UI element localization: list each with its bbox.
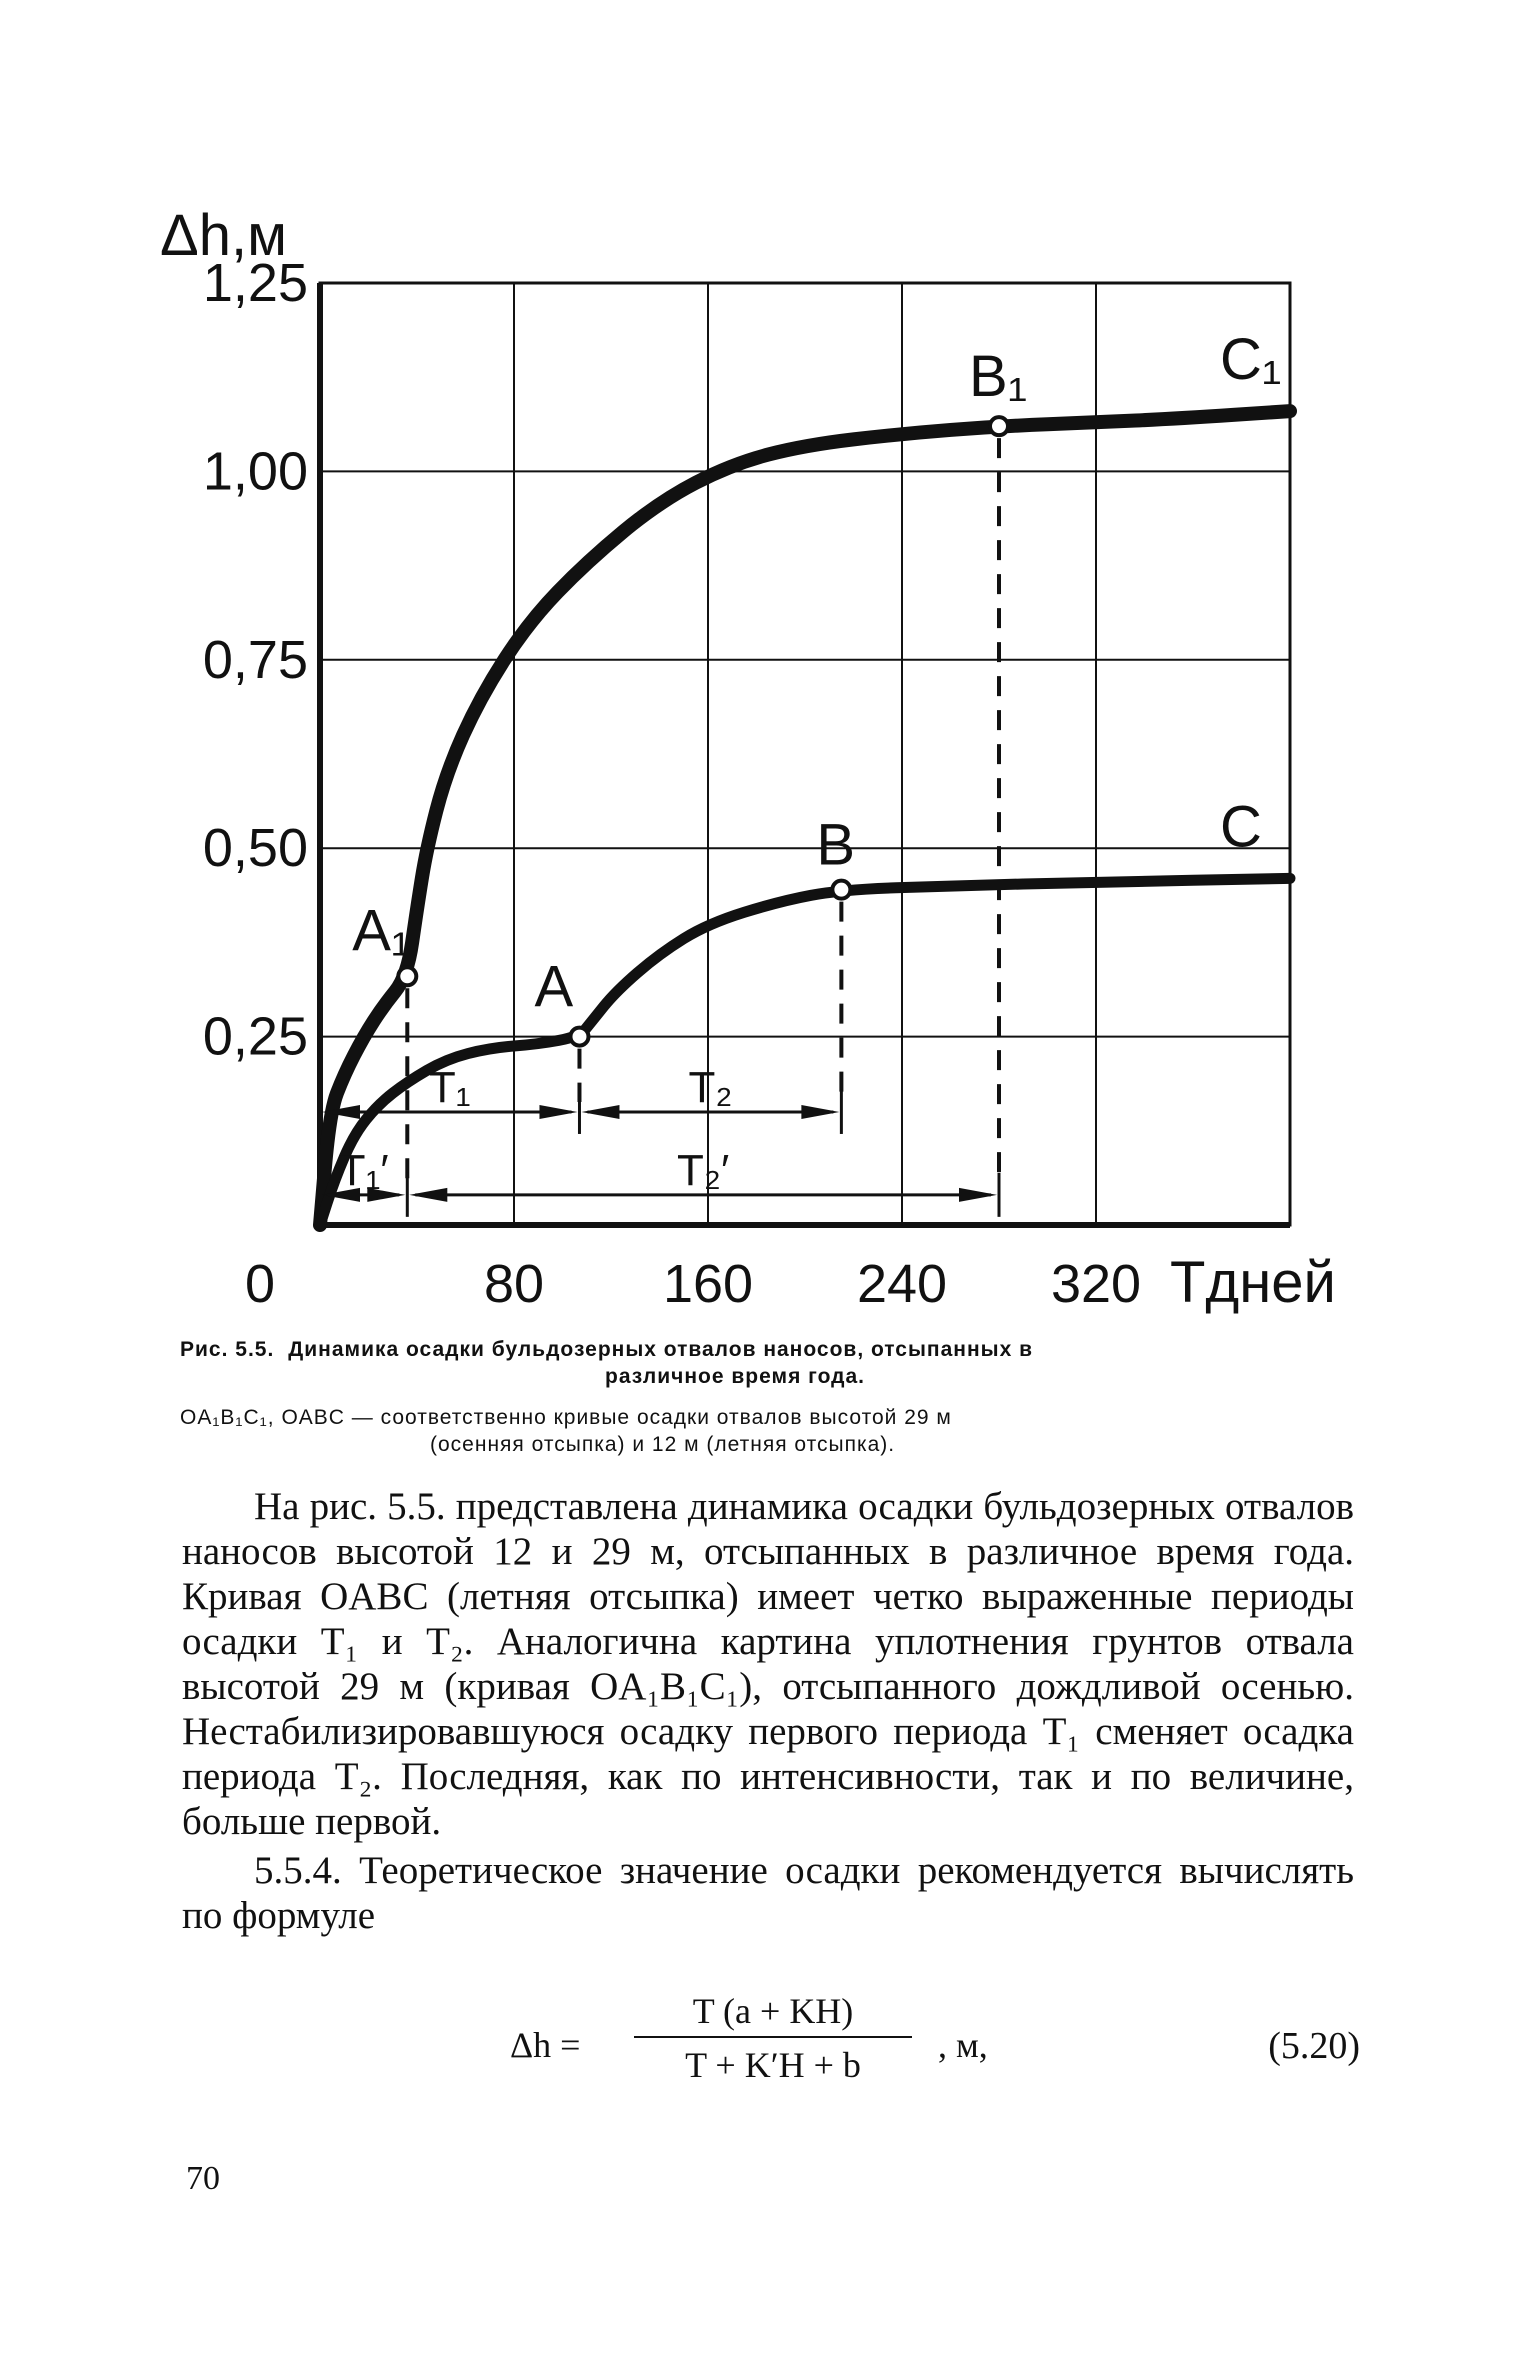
curve-line xyxy=(320,878,1290,1225)
y-tick-labels xyxy=(203,253,308,1067)
equation-number: (5.20) xyxy=(1268,2025,1360,2067)
caption-label: Рис. 5.5. xyxy=(180,1338,275,1361)
y-tick-label: 1,25 xyxy=(202,253,308,313)
arrow-head xyxy=(959,1188,997,1202)
curve-point-marker xyxy=(570,1028,588,1046)
period-annotations xyxy=(322,438,999,1217)
x-tick-label: 160 xyxy=(662,1254,754,1314)
curve-point-label: A₁ xyxy=(352,898,411,964)
y-axis-label: Δh,м xyxy=(160,203,287,268)
curve-point-marker xyxy=(398,967,416,985)
period-label: T₁′ xyxy=(338,1145,389,1195)
x-tick-label: 240 xyxy=(856,1254,948,1314)
period-label: T₂′ xyxy=(677,1145,730,1195)
curve-point-label: C₁ xyxy=(1220,327,1282,393)
x-tick-labels xyxy=(245,1254,1141,1314)
curve-point-label: A xyxy=(534,954,574,1020)
page-number: 70 xyxy=(186,2160,220,2197)
x-tick-label: 0 xyxy=(244,1254,276,1314)
curve-point-label: B₁ xyxy=(969,344,1028,410)
formula-numerator: T (a + KH) xyxy=(692,1991,854,2031)
caption-note-line1: OA₁B₁C₁, OABC — соответственно кривые осадки отвалов высотой 29 м xyxy=(180,1406,952,1429)
curve-point-marker xyxy=(832,881,850,899)
caption-note-line2: (осенняя отсыпка) и 12 м (летняя отсыпка). xyxy=(430,1433,896,1456)
curve-point-marker xyxy=(990,417,1008,435)
arrow-head xyxy=(581,1105,619,1119)
formula-5-20 xyxy=(500,1990,1360,2110)
curve-point-label: B xyxy=(816,812,856,878)
x-axis-label: Tдней xyxy=(1170,1250,1336,1315)
arrow-head xyxy=(801,1105,839,1119)
formula-denominator: T + K′H + b xyxy=(685,2045,861,2085)
caption-title-line1: Динамика осадки бульдозерных отвалов наносов, отсыпанных в xyxy=(288,1338,1034,1361)
paragraph: На рис. 5.5. представлена динамика осадки бульдозерных отвалов наносов высотой 12 и 29 м, отсыпанных в различное время года. Кривая OABC (летняя отсыпка) имеет четко выраженные периоды осадки T₁ и T₂. Аналогична картина уплотнения грунтов отвала высотой 29 м (кривая OA₁B₁C₁), отсыпанного дождливой осенью. Нестабилизировавшуюся осадку первого периода T₁ сменяет осадка периода T₂. Последняя, как по интенсивности, так и по величине, больше первой. xyxy=(182,1485,1354,1843)
body-text xyxy=(182,1484,1354,1938)
period-label: T₁ xyxy=(428,1062,471,1112)
arrow-head xyxy=(539,1105,577,1119)
formula-fraction xyxy=(628,1990,918,2086)
y-tick-label: 0,25 xyxy=(202,1006,308,1067)
x-tick-label: 320 xyxy=(1050,1254,1142,1314)
curve-point-label: C xyxy=(1220,794,1262,860)
figure-caption xyxy=(180,1336,1350,1458)
y-tick-label: 1,00 xyxy=(202,441,308,502)
paragraph: 5.5.4. Теоретическое значение осадки рекомендуется вычислять по формуле xyxy=(182,1849,1354,1937)
caption-title-line2: различное время года. xyxy=(605,1365,866,1388)
arrow-head xyxy=(409,1188,447,1202)
y-tick-label: 0,50 xyxy=(202,818,308,879)
formula-unit: , м, xyxy=(938,2025,988,2065)
period-label: T₂ xyxy=(688,1062,733,1112)
y-tick-label: 0,75 xyxy=(202,629,308,690)
x-tick-label: 80 xyxy=(483,1254,545,1314)
formula-lhs: Δh = xyxy=(510,2025,581,2065)
